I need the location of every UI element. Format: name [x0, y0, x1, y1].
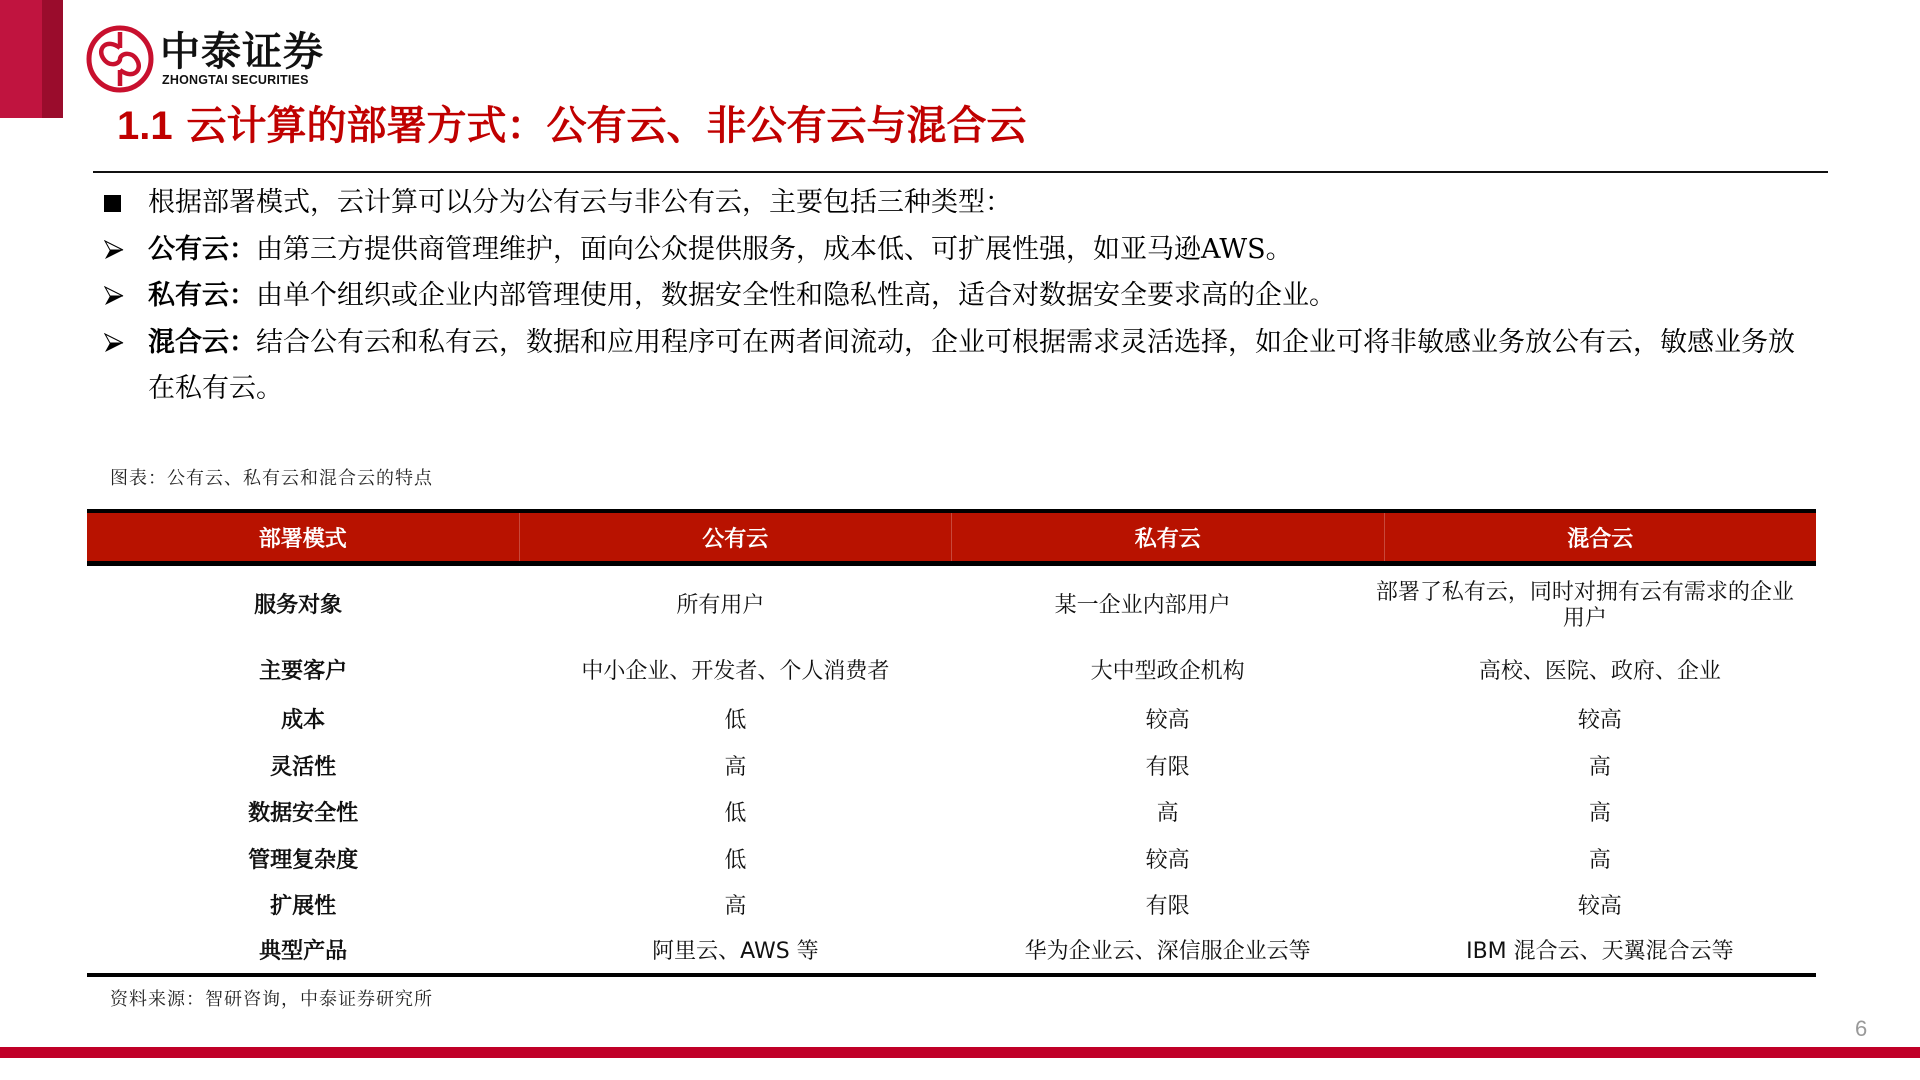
row-label: 服务对象: [254, 593, 343, 618]
bullet-item: [104, 320, 1824, 413]
bullet-text: 根据部署模式，云计算可以分为公有云与非公有云，主要包括三种类型：: [148, 187, 1012, 218]
bullet-text: 结合公有云和私有云，数据和应用程序可在两者间流动，企业可根据需求灵活选择，如企业可将非敏感业务放公有云，敏感业务放在私有云。: [148, 326, 1795, 404]
bullet-item: [104, 227, 1824, 274]
table-cell: 中小企业、开发者、个人消费者: [581, 659, 890, 684]
zhongtai-logo-icon: [85, 24, 155, 94]
row-label: 主要客户: [259, 659, 348, 684]
table-cell: 高: [1156, 801, 1179, 827]
table-row: [87, 745, 1816, 792]
bullet-label: 混合云：: [148, 326, 256, 358]
row-label: 成本: [281, 708, 326, 734]
bullet-item: [104, 273, 1824, 320]
header-cell: 私有云: [951, 513, 1384, 561]
table-row: [87, 646, 1816, 698]
table-row: [87, 566, 1816, 646]
table-cell: 华为企业云、深信服企业云等: [1024, 938, 1311, 964]
table-cell: 阿里云、AWS 等: [652, 938, 819, 964]
title-text: 云计算的部署方式：公有云、非公有云与混合云: [172, 102, 1027, 149]
bullet-text: 由单个组织或企业内部管理使用，数据安全性和隐私性高，适合对数据安全要求高的企业。: [256, 280, 1336, 311]
left-accent-bar-dark: [42, 0, 63, 118]
arrow-bullet-icon: [104, 286, 124, 306]
table-cell: 高: [724, 754, 747, 780]
table-cell: 所有用户: [676, 593, 765, 618]
table-cell: 高: [1588, 754, 1611, 780]
table-cell: 有限: [1145, 894, 1190, 920]
bullet-label: 私有云：: [148, 280, 256, 311]
table-cell: 大中型政企机构: [1090, 659, 1245, 684]
table-cell: IBM 混合云、天翼混合云等: [1466, 938, 1734, 964]
table-cell: 部署了私有云，同时对拥有云有需求的企业用户: [1375, 580, 1794, 631]
table-row: [87, 931, 1816, 973]
table-cell: 低: [724, 847, 747, 873]
title-number: 1.1: [117, 104, 173, 148]
table-cell: 高: [1588, 801, 1611, 827]
table-cell: 高: [1588, 847, 1611, 873]
title-divider: [93, 171, 1828, 173]
table-caption: 图表：公有云、私有云和混合云的特点: [110, 468, 433, 489]
table-row: [87, 791, 1816, 838]
row-label: 扩展性: [270, 894, 337, 920]
arrow-bullet-icon: [104, 240, 124, 260]
table-cell: 高: [724, 894, 747, 920]
bullet-list: [104, 180, 1824, 413]
row-label: 灵活性: [270, 754, 337, 780]
comparison-table: [87, 509, 1816, 977]
table-row: [87, 884, 1816, 931]
row-label: 管理复杂度: [248, 847, 359, 873]
arrow-bullet-icon: [104, 333, 124, 353]
brand-name-en: ZHONGTAI SECURITIES: [162, 73, 309, 87]
table-header: [87, 509, 1816, 566]
table-row: [87, 698, 1816, 745]
bottom-accent-bar: [0, 1047, 1920, 1058]
header-cell: 部署模式: [258, 526, 347, 552]
header-cell: 混合云: [1384, 513, 1817, 561]
table-cell: 高校、医院、政府、企业: [1478, 659, 1721, 684]
table-cell: 较高: [1145, 708, 1190, 734]
bullet-text: 由第三方提供商管理维护，面向公众提供服务，成本低、可扩展性强，如亚马逊AWS。: [256, 233, 1293, 265]
table-cell: 低: [724, 708, 747, 734]
left-accent-bar: [0, 0, 42, 118]
row-label: 数据安全性: [248, 801, 359, 827]
row-label: 典型产品: [259, 938, 348, 964]
table-bottom-border: [87, 973, 1816, 977]
square-bullet-icon: [104, 195, 121, 212]
table-cell: 低: [724, 801, 747, 827]
bullet-item: [104, 180, 1824, 227]
table-cell: 较高: [1577, 894, 1622, 920]
header-cell: 公有云: [519, 513, 952, 561]
bullet-label: 公有云：: [148, 233, 256, 265]
page-title: [117, 100, 1027, 152]
table-cell: 较高: [1577, 708, 1622, 734]
brand-name-cn: 中泰证券: [160, 29, 324, 75]
source-note: 资料来源：智研咨询，中泰证券研究所: [110, 989, 433, 1010]
table-cell: 某一企业内部用户: [1054, 593, 1231, 618]
page-number: 6: [1855, 1016, 1868, 1041]
table-cell: 较高: [1145, 847, 1190, 873]
table-cell: 有限: [1145, 754, 1190, 780]
table-row: [87, 838, 1816, 885]
